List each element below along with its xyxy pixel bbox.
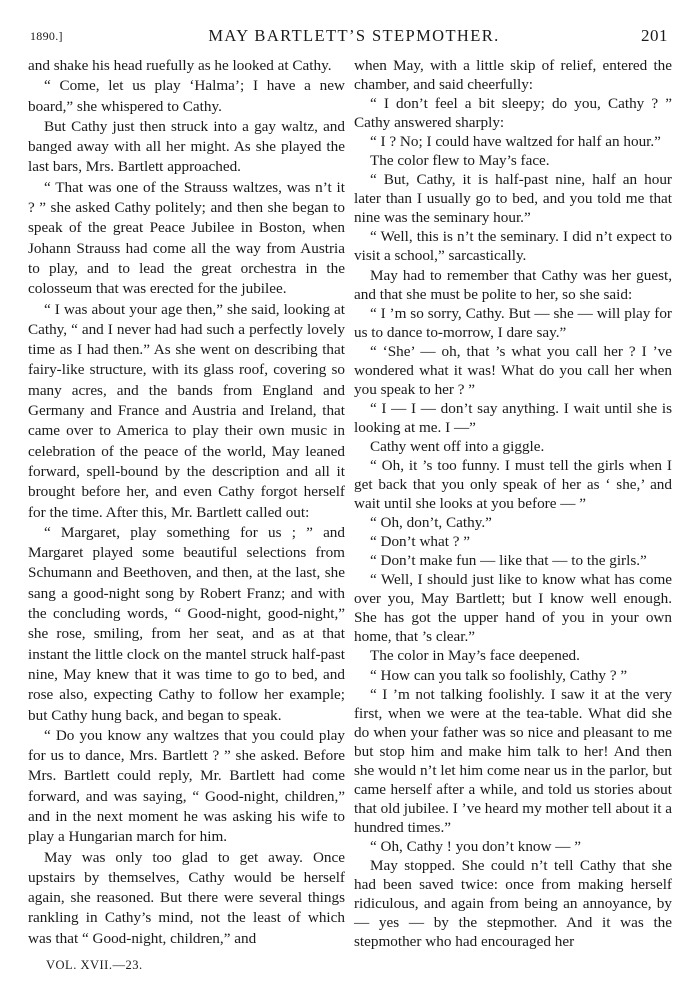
paragraph: “ Margaret, play something for us ; ” and Margaret played some beautiful selections from Schumann and Beethoven, and then, at the last, she sang a good-night song by Robert Franz; and with the concluding words, “ Good-night, good-night,” she rose, smiling, from her seat, and as at that instant the little clock on the mantel struck half-past nine, May knew that it was time to go to bed, and rose also, expecting Cathy to follow her example; but Cathy hung back, and began to speak.: [28, 523, 345, 724]
paragraph: May had to remember that Cathy was her guest, and that she must be polite to her, so she said:: [354, 266, 672, 303]
paragraph: Cathy went off into a giggle.: [369, 437, 545, 455]
right-column: [354, 56, 672, 951]
paragraph: when May, with a little skip of relief, entered the chamber, and said cheerfully:: [354, 57, 672, 94]
paragraph: “ Well, I should just like to know what has come over you, May Bartlett; but I know well enough. She has got the upper hand of you in your own home, that ’s clear.”: [354, 571, 672, 646]
paragraph: May was only too glad to get away. Once upstairs by themselves, Cathy would be herself again, she reasoned. But there were several things rankling in Cathy’s mind, not the least of which was that “ Good-night, children,” and: [28, 848, 345, 947]
paragraph: “ I ’m not talking foolishly. I saw it at the very first, when we were at the tea-table. What did she do when your father was so nice and pleasant to me but stop him and make him talk to her! And then she would n’t let him come near us in the parlor, but came herself after a while, and told us stories about that old jubilee. I ’ve heard my mother tell about it a hundred times.”: [354, 685, 672, 836]
paragraph: “ How can you talk so foolishly, Cathy ? ”: [369, 666, 628, 684]
paragraph: “ Oh, it ’s too funny. I must tell the girls when I get back that you only speak of her as ‘ she,’ and wait until she looks at you before — ”: [354, 456, 672, 513]
paragraph: “ Don’t what ? ”: [369, 533, 471, 551]
paragraph: The color in May’s face deepened.: [369, 647, 580, 665]
paragraph: “ Well, this is n’t the seminary. I did n’t expect to visit a school,” sarcastically.: [354, 228, 672, 265]
paragraph: “ I ’m so sorry, Cathy. But — she — will play for us to dance to-morrow, I dare say.”: [354, 304, 672, 341]
paragraph: “ Oh, Cathy ! you don’t know — ”: [369, 837, 582, 855]
volume-signature: VOL. XVII.—23.: [46, 958, 143, 972]
paragraph: The color flew to May’s face.: [369, 152, 550, 170]
header-title: MAY BARTLETT’S STEPMOTHER.: [208, 26, 500, 45]
paragraph: “ But, Cathy, it is half-past nine, half an hour later than I usually go to bed, and you told me that nine was the seminary hour.”: [354, 171, 672, 227]
paragraph: “ That was one of the Strauss waltzes, was n’t it ? ” she asked Cathy politely; and then she began to speak of the great Peace Jubilee in Boston, when Johann Strauss had come all the way from Austria to play, and to lead the great orchestra in the colosseum that was erected for the jubilee.: [28, 178, 345, 298]
paragraph: “ Come, let us play ‘Halma’; I have a new board,” she whispered to Cathy.: [28, 77, 345, 115]
paragraph: “ ‘She’ — oh, that ’s what you call her ? I ’ve wondered what it was! What do you call her when you speak to her ? ”: [354, 342, 672, 398]
paragraph: May stopped. She could n’t tell Cathy that she had been saved twice: once from making herself ridiculous, and again from being an annoyance, by — yes — by the stepmother. And it was the stepmother who had encouraged her: [354, 856, 672, 951]
paragraph: “ I don’t feel a bit sleepy; do you, Cathy ? ” Cathy answered sharply:: [354, 95, 672, 132]
paragraph: “ Do you know any waltzes that you could play for us to dance, Mrs. Bartlett ? ” she asked. Before Mrs. Bartlett could reply, Mr. Bartlett had come forward, and was saying, “ Good-night, children,” and in the next moment he was asking his wife to play a Hungarian march for him.: [28, 726, 345, 846]
left-column: [28, 56, 345, 949]
paragraph: “ I was about your age then,” she said, looking at Cathy, “ and I never had had such a perfectly lovely time as I had then.” As she went on describing that fairy-like structure, with its glass roof, covering so many acres, and the bands from England and Germany and France and Austria and Ireland, that came over to America to play their own music in celebration of the peace of the world, May leaned forward, spell-bound by the description and all it brought before her, and even Cathy forgot herself for the time. After this, Mr. Bartlett called out:: [28, 300, 345, 521]
paragraph: But Cathy just then struck into a gay waltz, and banged away with all her might. As she played the last bars, Mrs. Bartlett approached.: [28, 117, 345, 176]
page-number: 201: [641, 26, 668, 45]
header-year: 1890.]: [30, 29, 63, 43]
paragraph: “ Don’t make fun — like that — to the girls.”: [369, 552, 647, 570]
paragraph: “ I ? No; I could have waltzed for half an hour.”: [369, 133, 661, 151]
paragraph: and shake his head ruefully as he looked at Cathy.: [28, 57, 332, 74]
paragraph: “ I — I — don’t say anything. I wait until she is looking at me. I —”: [354, 399, 672, 436]
paragraph: “ Oh, don’t, Cathy.”: [369, 514, 492, 532]
running-header: [30, 24, 668, 48]
